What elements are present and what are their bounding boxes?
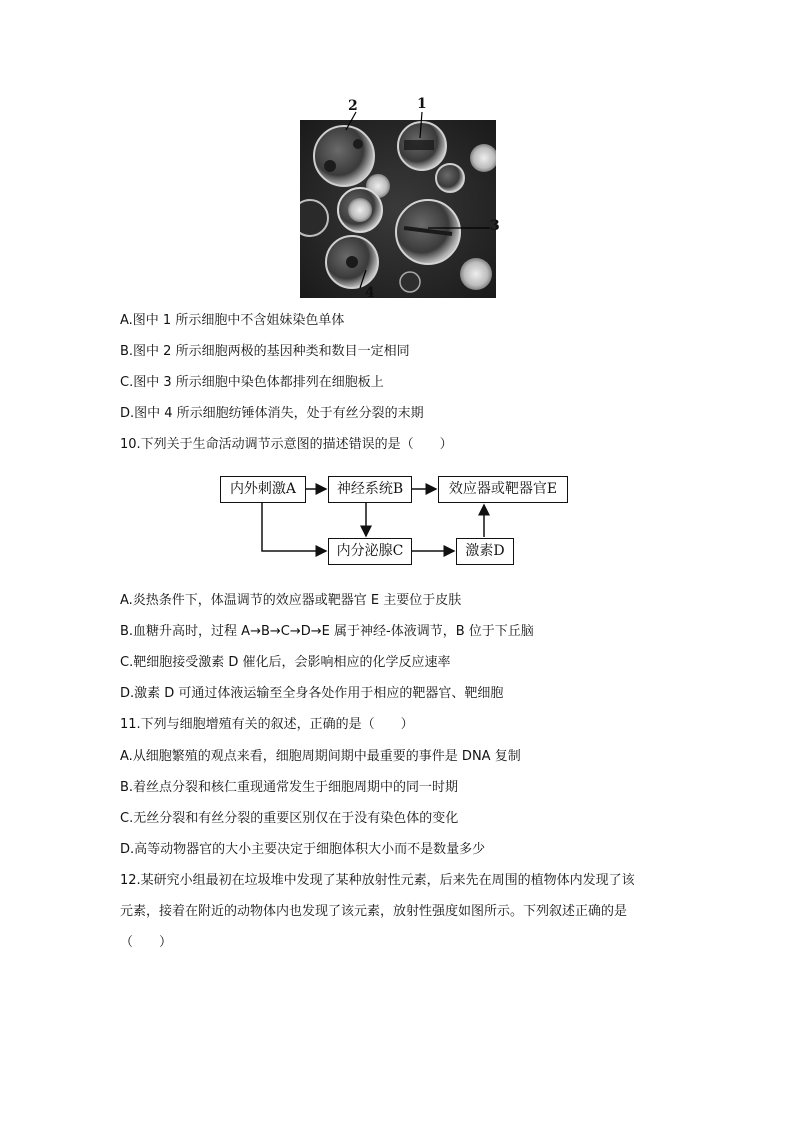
box-effector-e: 效应器或靶器官E (438, 476, 568, 503)
q9-option-d: D.图中 4 所示细胞纺锤体消失，处于有丝分裂的末期 (120, 406, 424, 421)
q11-stem: 11.下列与细胞增殖有关的叙述，正确的是（ ） (120, 717, 414, 732)
q10-option-d: D.激素 D 可通过体液运输至全身各处作用于相应的靶器官、靶细胞 (120, 686, 504, 701)
cell-1 (398, 122, 446, 170)
figure-label-4: 4 (365, 285, 375, 301)
box-stimulus-a: 内外刺激A (220, 476, 306, 503)
cell-4 (326, 236, 378, 288)
q9-option-b: B.图中 2 所示细胞两极的基因种类和数目一定相同 (120, 344, 410, 359)
box-nervous-system-b: 神经系统B (328, 476, 412, 503)
cell-2 (314, 126, 374, 186)
figure-label-2: 2 (348, 98, 358, 114)
figure-label-3: 3 (490, 218, 500, 234)
q11-option-a: A.从细胞繁殖的观点来看，细胞周期间期中最重要的事件是 DNA 复制 (120, 749, 521, 764)
q11-option-d: D.高等动物器官的大小主要决定于细胞体积大小而不是数量多少 (120, 842, 486, 857)
q12-stem-line-2: 元素，接着在附近的动物体内也发现了该元素，放射性强度如图所示。下列叙述正确的是 (120, 904, 628, 919)
regulation-diagram (220, 474, 580, 574)
cell-division-micrograph (300, 98, 496, 298)
box-hormone-d: 激素D (456, 538, 514, 565)
q10-option-b: B.血糖升高时，过程 A→B→C→D→E 属于神经-体液调节，B 位于下丘脑 (120, 624, 534, 639)
q11-option-b: B.着丝点分裂和核仁重现通常发生于细胞周期中的同一时期 (120, 780, 459, 795)
figure-label-1: 1 (417, 96, 427, 112)
q9-option-c: C.图中 3 所示细胞中染色体都排列在细胞板上 (120, 375, 384, 390)
q10-option-c: C.靶细胞接受激素 D 催化后，会影响相应的化学反应速率 (120, 655, 451, 670)
q12-stem-line-1: 12.某研究小组最初在垃圾堆中发现了某种放射性元素，后来先在周围的植物体内发现了该 (120, 873, 635, 888)
q10-option-a: A.炎热条件下，体温调节的效应器或靶器官 E 主要位于皮肤 (120, 593, 462, 608)
box-endocrine-gland-c: 内分泌腺C (328, 538, 412, 565)
q9-option-a: A.图中 1 所示细胞中不含姐妹染色单体 (120, 313, 345, 328)
q12-stem-line-3: （ ） (120, 935, 173, 950)
cell-3 (396, 200, 460, 264)
q11-option-c: C.无丝分裂和有丝分裂的重要区别仅在于没有染色体的变化 (120, 811, 459, 826)
q10-stem: 10.下列关于生命活动调节示意图的描述错误的是（ ） (120, 437, 453, 452)
